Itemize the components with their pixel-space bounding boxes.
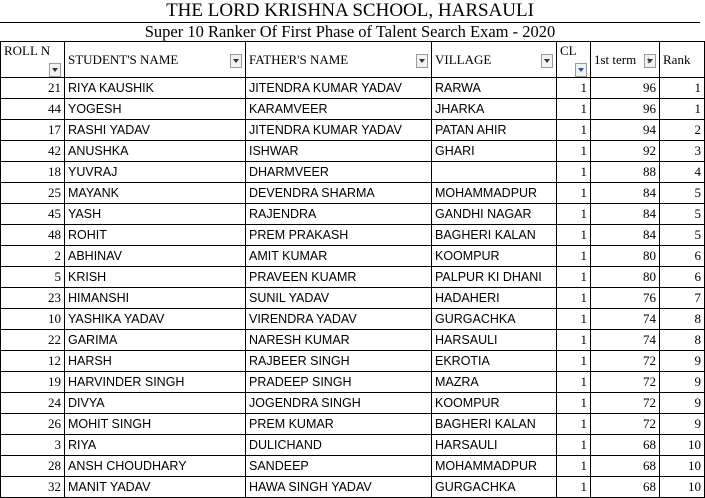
header-father-name[interactable] — [246, 42, 432, 78]
cell-rank[interactable]: 5 — [660, 225, 705, 246]
cell-first-term[interactable]: 94 — [591, 120, 660, 141]
header-label: VILLAGE — [435, 51, 492, 67]
cell-roll-no[interactable]: 48 — [1, 225, 65, 246]
table-row — [1, 78, 705, 99]
table-row — [1, 99, 705, 120]
cell-class[interactable]: 1 — [557, 204, 591, 225]
cell-rank[interactable]: 3 — [660, 141, 705, 162]
cell-first-term[interactable]: 74 — [591, 330, 660, 351]
table-row — [1, 414, 705, 435]
table-row — [1, 225, 705, 246]
school-title: THE LORD KRISHNA SCHOOL, HARSAULI — [0, 0, 700, 23]
cell-rank[interactable]: 10 — [660, 477, 705, 498]
cell-student-name[interactable]: HIMANSHI — [65, 288, 246, 309]
cell-first-term[interactable]: 68 — [591, 477, 660, 498]
cell-first-term[interactable]: 84 — [591, 204, 660, 225]
table-body — [1, 78, 705, 498]
cell-roll-no[interactable]: 32 — [1, 477, 65, 498]
header-label: FATHER'S NAME — [249, 51, 349, 67]
cell-father-name[interactable]: NARESH KUMAR — [246, 330, 432, 351]
cell-student-name[interactable]: RIYA KAUSHIK — [65, 78, 246, 99]
cell-village[interactable]: GHARI — [432, 141, 557, 162]
cell-father-name[interactable]: PREM PRAKASH — [246, 225, 432, 246]
cell-father-name[interactable]: DEVENDRA SHARMA — [246, 183, 432, 204]
cell-father-name[interactable]: JITENDRA KUMAR YADAV — [246, 120, 432, 141]
cell-first-term[interactable]: 68 — [591, 435, 660, 456]
cell-class[interactable]: 1 — [557, 162, 591, 183]
cell-roll-no[interactable]: 17 — [1, 120, 65, 141]
cell-rank[interactable]: 1 — [660, 99, 705, 120]
cell-class[interactable]: 1 — [557, 246, 591, 267]
cell-first-term[interactable]: 92 — [591, 141, 660, 162]
cell-student-name[interactable]: ABHINAV — [65, 246, 246, 267]
header-student-name[interactable] — [65, 42, 246, 78]
cell-father-name[interactable]: VIRENDRA YADAV — [246, 309, 432, 330]
filter-active-icon[interactable] — [575, 63, 587, 77]
cell-class[interactable]: 1 — [557, 267, 591, 288]
cell-father-name[interactable]: JITENDRA KUMAR YADAV — [246, 78, 432, 99]
cell-roll-no[interactable]: 19 — [1, 372, 65, 393]
cell-student-name[interactable]: MOHIT SINGH — [65, 414, 246, 435]
cell-village[interactable]: KOOMPUR — [432, 246, 557, 267]
cell-father-name[interactable]: SUNIL YADAV — [246, 288, 432, 309]
cell-village[interactable]: PALPUR KI DHANI — [432, 267, 557, 288]
cell-father-name[interactable]: RAJBEER SINGH — [246, 351, 432, 372]
table-row — [1, 309, 705, 330]
table-row — [1, 246, 705, 267]
cell-class[interactable]: 1 — [557, 288, 591, 309]
cell-roll-no[interactable]: 42 — [1, 141, 65, 162]
cell-first-term[interactable]: 84 — [591, 183, 660, 204]
cell-rank[interactable]: 10 — [660, 456, 705, 477]
cell-father-name[interactable]: DULICHAND — [246, 435, 432, 456]
table-row — [1, 372, 705, 393]
table-row — [1, 288, 705, 309]
cell-roll-no[interactable]: 23 — [1, 288, 65, 309]
cell-father-name[interactable]: KARAMVEER — [246, 99, 432, 120]
cell-roll-no[interactable]: 18 — [1, 162, 65, 183]
cell-rank[interactable]: 9 — [660, 414, 705, 435]
cell-class[interactable]: 1 — [557, 351, 591, 372]
cell-class[interactable]: 1 — [557, 78, 591, 99]
cell-first-term[interactable]: 80 — [591, 246, 660, 267]
cell-class[interactable]: 1 — [557, 372, 591, 393]
table-row — [1, 351, 705, 372]
cell-student-name[interactable]: GARIMA — [65, 330, 246, 351]
cell-student-name[interactable]: YASHIKA YADAV — [65, 309, 246, 330]
table-row — [1, 162, 705, 183]
table-row — [1, 183, 705, 204]
cell-roll-no[interactable]: 24 — [1, 393, 65, 414]
cell-village[interactable]: MAZRA — [432, 372, 557, 393]
cell-student-name[interactable]: YUVRAJ — [65, 162, 246, 183]
cell-village[interactable]: HARSAULI — [432, 330, 557, 351]
cell-roll-no[interactable]: 45 — [1, 204, 65, 225]
cell-rank[interactable]: 1 — [660, 78, 705, 99]
cell-first-term[interactable]: 68 — [591, 456, 660, 477]
exam-subtitle: Super 10 Ranker Of First Phase of Talent Search Exam - 2020 — [0, 22, 700, 42]
cell-first-term[interactable]: 72 — [591, 414, 660, 435]
header-first-term[interactable] — [591, 42, 660, 78]
cell-village[interactable]: GURGACHKA — [432, 309, 557, 330]
cell-first-term[interactable]: 72 — [591, 351, 660, 372]
table-row — [1, 267, 705, 288]
cell-roll-no[interactable]: 21 — [1, 78, 65, 99]
header-label: Rank — [663, 51, 691, 67]
cell-village[interactable]: RARWA — [432, 78, 557, 99]
cell-rank[interactable]: 5 — [660, 183, 705, 204]
cell-student-name[interactable]: RASHI YADAV — [65, 120, 246, 141]
cell-father-name[interactable]: RAJENDRA — [246, 204, 432, 225]
table-row — [1, 330, 705, 351]
cell-father-name[interactable]: HAWA SINGH YADAV — [246, 477, 432, 498]
cell-class[interactable]: 1 — [557, 456, 591, 477]
cell-student-name[interactable]: ANSH CHOUDHARY — [65, 456, 246, 477]
cell-rank[interactable]: 9 — [660, 393, 705, 414]
cell-first-term[interactable]: 74 — [591, 309, 660, 330]
cell-roll-no[interactable]: 44 — [1, 99, 65, 120]
cell-rank[interactable]: 9 — [660, 351, 705, 372]
filter-dropdown-icon[interactable] — [541, 54, 553, 68]
cell-village[interactable]: EKROTIA — [432, 351, 557, 372]
filter-dropdown-icon[interactable] — [230, 54, 242, 68]
cell-roll-no[interactable]: 12 — [1, 351, 65, 372]
cell-village[interactable]: BAGHERI KALAN — [432, 414, 557, 435]
cell-roll-no[interactable]: 5 — [1, 267, 65, 288]
cell-roll-no[interactable]: 3 — [1, 435, 65, 456]
cell-student-name[interactable]: ROHIT — [65, 225, 246, 246]
cell-roll-no[interactable]: 2 — [1, 246, 65, 267]
header-label: CL — [560, 43, 577, 58]
ranker-table — [0, 41, 705, 498]
cell-first-term[interactable]: 76 — [591, 288, 660, 309]
sort-descending-icon[interactable] — [644, 54, 656, 68]
table-row — [1, 456, 705, 477]
cell-rank[interactable]: 2 — [660, 120, 705, 141]
cell-first-term[interactable]: 96 — [591, 99, 660, 120]
cell-village[interactable]: KOOMPUR — [432, 393, 557, 414]
cell-class[interactable]: 1 — [557, 414, 591, 435]
cell-first-term[interactable]: 84 — [591, 225, 660, 246]
cell-student-name[interactable]: MANIT YADAV — [65, 477, 246, 498]
cell-class[interactable]: 1 — [557, 99, 591, 120]
table-row — [1, 120, 705, 141]
header-village[interactable] — [432, 42, 557, 78]
cell-father-name[interactable]: PRAVEEN KUAMR — [246, 267, 432, 288]
cell-student-name[interactable]: KRISH — [65, 267, 246, 288]
cell-first-term[interactable]: 88 — [591, 162, 660, 183]
cell-village[interactable]: HARSAULI — [432, 435, 557, 456]
cell-village[interactable]: GURGACHKA — [432, 477, 557, 498]
cell-class[interactable]: 1 — [557, 183, 591, 204]
cell-village[interactable]: HADAHERI — [432, 288, 557, 309]
cell-roll-no[interactable]: 26 — [1, 414, 65, 435]
cell-first-term[interactable]: 96 — [591, 78, 660, 99]
cell-village[interactable]: MOHAMMADPUR — [432, 456, 557, 477]
cell-student-name[interactable]: YASH — [65, 204, 246, 225]
cell-student-name[interactable]: DIVYA — [65, 393, 246, 414]
table-row — [1, 204, 705, 225]
cell-village[interactable]: MOHAMMADPUR — [432, 183, 557, 204]
cell-class[interactable]: 1 — [557, 330, 591, 351]
cell-rank[interactable]: 6 — [660, 246, 705, 267]
cell-student-name[interactable]: RIYA — [65, 435, 246, 456]
cell-rank[interactable]: 9 — [660, 372, 705, 393]
cell-village[interactable]: PATAN AHIR — [432, 120, 557, 141]
cell-father-name[interactable]: AMIT KUMAR — [246, 246, 432, 267]
cell-first-term[interactable]: 80 — [591, 267, 660, 288]
cell-class[interactable]: 1 — [557, 309, 591, 330]
header-class[interactable] — [557, 42, 591, 78]
cell-rank[interactable]: 8 — [660, 330, 705, 351]
cell-village[interactable]: JHARKA — [432, 99, 557, 120]
filter-dropdown-icon[interactable] — [416, 54, 428, 68]
cell-rank[interactable]: 7 — [660, 288, 705, 309]
table-row — [1, 435, 705, 456]
cell-father-name[interactable]: PREM KUMAR — [246, 414, 432, 435]
cell-roll-no[interactable]: 10 — [1, 309, 65, 330]
header-row — [1, 42, 705, 78]
cell-rank[interactable]: 5 — [660, 204, 705, 225]
header-label: STUDENT'S NAME — [68, 51, 179, 67]
cell-first-term[interactable]: 72 — [591, 393, 660, 414]
cell-rank[interactable]: 4 — [660, 162, 705, 183]
cell-village[interactable] — [432, 162, 557, 183]
table-row — [1, 393, 705, 414]
cell-father-name[interactable]: ISHWAR — [246, 141, 432, 162]
cell-village[interactable]: BAGHERI KALAN — [432, 225, 557, 246]
cell-father-name[interactable]: JOGENDRA SINGH — [246, 393, 432, 414]
filter-dropdown-icon[interactable] — [49, 63, 61, 77]
header-rank[interactable] — [660, 42, 705, 78]
cell-rank[interactable]: 8 — [660, 309, 705, 330]
cell-class[interactable]: 1 — [557, 393, 591, 414]
cell-student-name[interactable]: ANUSHKA — [65, 141, 246, 162]
cell-village[interactable]: GANDHI NAGAR — [432, 204, 557, 225]
header-label: 1st term — [594, 51, 637, 67]
cell-roll-no[interactable]: 28 — [1, 456, 65, 477]
cell-rank[interactable]: 10 — [660, 435, 705, 456]
cell-father-name[interactable]: PRADEEP SINGH — [246, 372, 432, 393]
cell-rank[interactable]: 6 — [660, 267, 705, 288]
cell-class[interactable]: 1 — [557, 477, 591, 498]
header-roll-no[interactable] — [1, 42, 65, 78]
cell-class[interactable]: 1 — [557, 225, 591, 246]
cell-student-name[interactable]: YOGESH — [65, 99, 246, 120]
cell-first-term[interactable]: 72 — [591, 372, 660, 393]
cell-student-name[interactable]: HARSH — [65, 351, 246, 372]
cell-roll-no[interactable]: 25 — [1, 183, 65, 204]
cell-student-name[interactable]: HARVINDER SINGH — [65, 372, 246, 393]
table-row — [1, 141, 705, 162]
cell-class[interactable]: 1 — [557, 141, 591, 162]
cell-student-name[interactable]: MAYANK — [65, 183, 246, 204]
cell-father-name[interactable]: SANDEEP — [246, 456, 432, 477]
cell-class[interactable]: 1 — [557, 435, 591, 456]
cell-roll-no[interactable]: 22 — [1, 330, 65, 351]
cell-class[interactable]: 1 — [557, 120, 591, 141]
table-row — [1, 477, 705, 498]
header-label: ROLL N — [4, 43, 51, 58]
cell-father-name[interactable]: DHARMVEER — [246, 162, 432, 183]
